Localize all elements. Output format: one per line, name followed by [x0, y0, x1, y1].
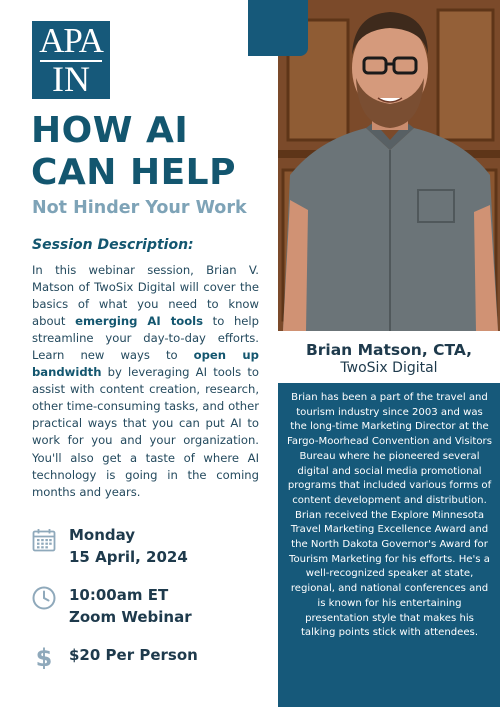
speaker-photo	[278, 0, 500, 331]
desc-part-1: In this webinar session, Brian V. Matson of TwoSix Digital will cover the basics of what you need to know about	[32, 263, 259, 329]
title-line-2: CAN HELP	[31, 152, 236, 193]
speaker-name: Brian Matson, CTA,	[305, 341, 473, 359]
page-title	[31, 110, 281, 194]
dollar-icon	[32, 645, 56, 669]
speaker-portrait-illustration	[278, 0, 500, 331]
calendar-icon	[32, 528, 56, 552]
desc-highlight-1: emerging AI tools	[75, 314, 204, 329]
decorative-corner-block	[248, 0, 308, 56]
svg-text:$: $	[35, 645, 53, 669]
desc-part-3: by leveraging AI tools to assist with content creation, research, other time-consuming tasks, and other practical ways that you can put AI to work for you and your organization. You'll also get a taste of where AI technology is going in the coming months and years.	[32, 365, 259, 499]
desc-highlight-2: open up bandwidth	[32, 348, 259, 380]
clock-icon	[32, 586, 56, 610]
logo-text-bottom: IN	[52, 59, 90, 99]
event-time: 10:00am ET	[69, 586, 169, 604]
apain-logo	[32, 21, 110, 99]
event-day: Monday	[69, 526, 136, 544]
event-price: $20 Per Person	[69, 646, 198, 664]
logo-text-top: APA	[39, 21, 103, 60]
speaker-company: TwoSix Digital	[340, 360, 438, 376]
session-description-label: Session Description:	[32, 237, 194, 253]
page-subtitle: Not Hinder Your Work	[32, 198, 247, 218]
session-description	[32, 262, 259, 501]
event-venue: Zoom Webinar	[69, 608, 192, 626]
speaker-bio: Brian has been a part of the travel and tourism industry since 2003 and was the long-time Marketing Director at the Fargo-Moorhead Convention and Visitors Bureau where he pioneered several digital and social media promotional programs that included various forms of content development and distribution. Brian received the Explore Minnesota Travel Marketing Excellence Award and the North Dakota Governor's Award for Tourism Marketing for his efforts. He's a well-recognized speaker at state, regional, and national conferences and is known for his entertaining presentation style that makes his talking points stick with attendees.	[287, 392, 492, 639]
desc-part-2: to help streamline your day-to-day efforts. Learn new ways to	[32, 314, 260, 363]
event-date: 15 April, 2024	[69, 548, 188, 566]
title-line-1: HOW AI	[31, 110, 189, 151]
